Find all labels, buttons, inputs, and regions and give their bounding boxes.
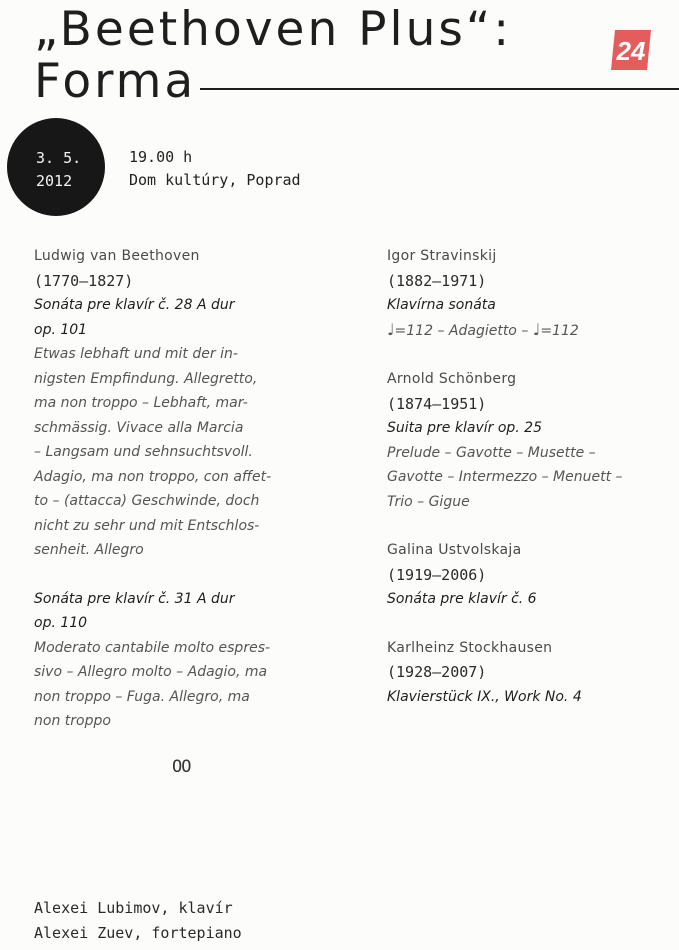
movement-line: senheit. Allegro <box>34 542 144 558</box>
movement-line: Moderato cantabile molto espres- <box>34 639 271 656</box>
movement-line: to – (attacca) Geschwinde, doch <box>34 493 260 509</box>
event-time: 19.00 h <box>129 148 193 166</box>
event-date-year: 2012 <box>36 172 73 190</box>
tempo-text-1: =112 – Adagietto – <box>394 322 533 339</box>
page-title <box>34 4 679 108</box>
work-movements <box>34 636 364 734</box>
movement-line: Adagio, ma non troppo, con affet- <box>34 468 272 485</box>
work-opus: op. 101 <box>34 321 88 338</box>
work-title: Suita pre klavír op. 25 <box>387 420 542 436</box>
composer-name: Galina Ustvolskaja <box>387 542 522 558</box>
program-right-column <box>387 244 679 733</box>
logo-24-icon <box>609 28 653 72</box>
composer-name: Arnold Schönberg <box>387 371 517 387</box>
movement-line: schmässig. Vivace alla Marcia <box>34 419 244 436</box>
svg-text:24: 24 <box>616 36 646 66</box>
movement-line: Prelude – Gavotte – Musette – <box>387 444 596 461</box>
stravinsky-block <box>387 244 679 343</box>
work-title: Sonáta pre klavír č. 31 A dur <box>34 590 235 607</box>
movement-line: nicht zu sehr und mit Entschlos- <box>34 517 260 534</box>
composer-name: Ludwig van Beethoven <box>34 248 200 264</box>
ustvolskaja-block <box>387 538 679 612</box>
work-title: Sonáta pre klavír č. 28 A dur <box>34 297 235 313</box>
title-line-2-row <box>34 56 679 108</box>
composer-years: (1919–2006) <box>387 565 487 584</box>
program-left-column <box>34 244 364 758</box>
movement-line: Etwas lebhaft und mit der in- <box>34 346 238 362</box>
performer-line: Alexei Lubimov, klavír <box>34 899 233 917</box>
performers-list <box>34 896 242 946</box>
work-title: Klavírna sonáta <box>387 297 496 313</box>
work-movements <box>387 441 679 515</box>
event-date-day: 3. 5. <box>36 149 82 167</box>
composer-years: (1928–2007) <box>387 663 487 681</box>
movement-line: nigsten Empfindung. Allegretto, <box>34 370 258 387</box>
beethoven-op110-block <box>34 587 364 734</box>
work-opus: op. 110 <box>34 615 88 631</box>
movement-line: sivo – Allegro molto – Adagio, ma <box>34 664 268 680</box>
title-line-2: Forma <box>34 54 197 109</box>
tempo-text-2: =112 <box>540 322 579 339</box>
section-separator: OO <box>172 757 191 777</box>
composer-years: (1770–1827) <box>34 271 134 290</box>
quarter-note-icon: ♩ <box>387 319 395 339</box>
composer-name: Karlheinz Stockhausen <box>387 639 553 656</box>
event-date-badge <box>7 118 105 216</box>
quarter-note-icon: ♩ <box>532 319 541 339</box>
title-rule <box>200 88 679 90</box>
work-title: Sonáta pre klavír č. 6 <box>387 591 537 607</box>
event-venue <box>129 146 301 192</box>
site-logo-24[interactable] <box>609 28 653 72</box>
movement-line: – Langsam und sehnsuchtsvoll. <box>34 444 253 460</box>
composer-name: Igor Stravinskij <box>387 248 497 264</box>
event-place: Dom kultúry, Poprad <box>129 171 301 189</box>
tempo-markings <box>387 318 679 344</box>
movement-line: Trio – Gigue <box>387 493 470 510</box>
composer-years: (1874–1951) <box>387 394 487 413</box>
performer-line: Alexei Zuev, fortepiano <box>34 924 242 942</box>
beethoven-block <box>34 244 364 563</box>
composer-years: (1882–1971) <box>387 271 487 290</box>
movement-line: ma non troppo – Lebhaft, mar- <box>34 395 248 411</box>
schoenberg-block <box>387 367 679 514</box>
work-movements <box>34 342 364 563</box>
movement-line: non troppo – Fuga. Allegro, ma <box>34 688 250 705</box>
movement-line: non troppo <box>34 713 111 729</box>
movement-line: Gavotte – Intermezzo – Menuett – <box>387 469 623 485</box>
stockhausen-block <box>387 636 679 710</box>
work-title: Klavierstück IX., Work No. 4 <box>387 688 582 705</box>
title-line-1: „Beethoven Plus“: <box>34 2 513 57</box>
